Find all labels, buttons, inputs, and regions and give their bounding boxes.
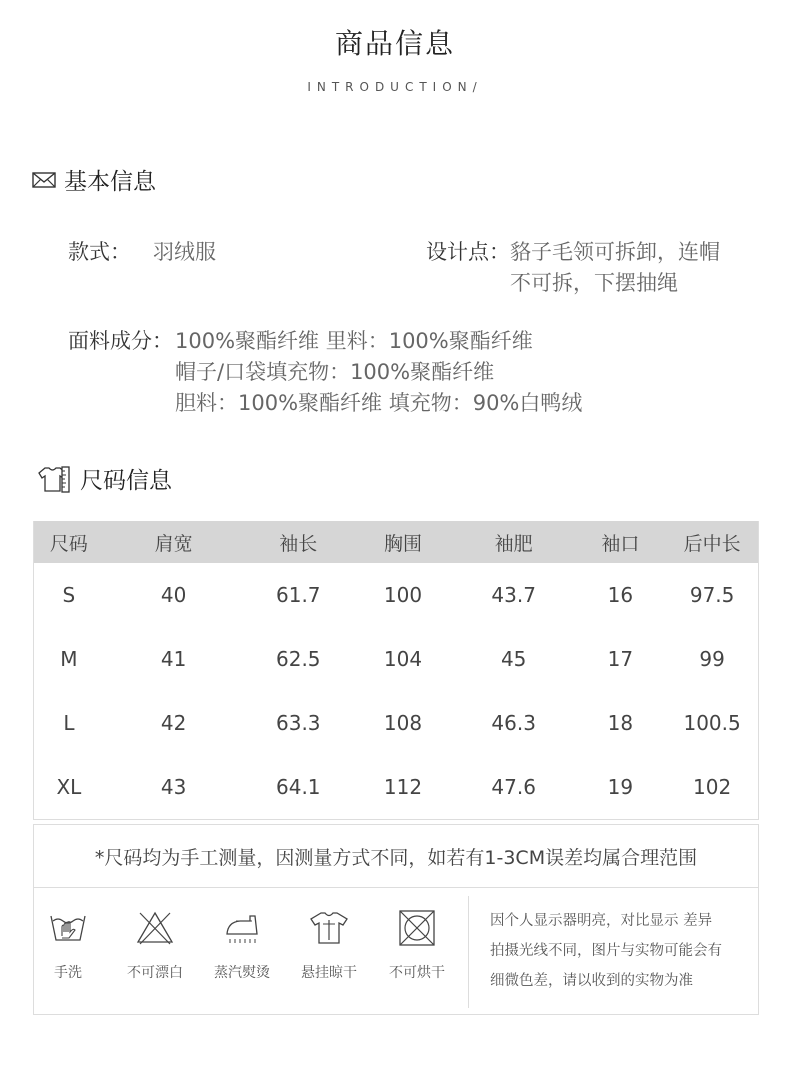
column-header: 袖口	[601, 532, 640, 555]
table-cell: 61.7	[276, 583, 321, 607]
column-header: 后中长	[683, 532, 741, 555]
no-tumble-dry-icon	[397, 910, 437, 946]
table-cell: 42	[160, 711, 187, 735]
table-cell: 100.5	[683, 711, 741, 735]
care-panel	[33, 887, 759, 1015]
color-disclaimer	[490, 906, 752, 996]
table-cell: M	[60, 647, 78, 671]
table-cell: 18	[607, 711, 634, 735]
table-cell: 62.5	[276, 647, 321, 671]
table-cell: 97.5	[689, 583, 735, 607]
table-cell: 108	[383, 711, 423, 735]
care-item-steam-iron	[202, 910, 282, 982]
design-value-line: 貉子毛领可拆卸，连帽	[510, 240, 720, 264]
table-cell: 19	[607, 775, 634, 799]
table-cell: 46.3	[491, 711, 536, 735]
table-cell: 99	[699, 647, 725, 671]
table-cell: 64.1	[276, 775, 321, 799]
table-header	[34, 521, 758, 563]
disclaimer-line: 细微色差，请以收到的实物为准	[490, 973, 693, 989]
hang-dry-icon	[309, 910, 349, 946]
hand-wash-icon	[48, 910, 88, 946]
style-label: 款式：	[68, 240, 131, 264]
care-item-no-bleach	[115, 910, 195, 982]
care-divider	[468, 896, 469, 1008]
page-title: 商品信息	[334, 27, 455, 60]
care-label: 不可烘干	[389, 965, 445, 981]
care-item-hand-wash	[28, 910, 108, 982]
size-info-heading	[38, 462, 172, 495]
style-info	[68, 237, 216, 268]
table-cell: 17	[607, 647, 634, 671]
table-cell: 16	[607, 583, 634, 607]
basic-info-heading	[32, 163, 156, 196]
fabric-info	[68, 326, 582, 419]
table-cell: 102	[693, 775, 732, 799]
column-header: 袖肥	[494, 532, 533, 555]
column-header: 肩宽	[154, 532, 193, 555]
table-cell: 40	[160, 583, 187, 607]
table-cell: 43.7	[491, 583, 536, 607]
table-cell: L	[63, 711, 75, 735]
care-item-hang-dry	[289, 910, 369, 982]
table-cell: 104	[383, 647, 423, 671]
care-icons	[34, 888, 468, 1014]
measurement-note: *尺码均为手工测量，因测量方式不同，如若有1-3CM误差均属合理范围	[33, 824, 759, 888]
no-bleach-icon	[135, 910, 175, 946]
table-cell: S	[62, 583, 76, 607]
care-item-no-tumble-dry	[377, 910, 457, 982]
design-label: 设计点：	[426, 240, 510, 264]
table-row	[34, 755, 758, 819]
design-info	[426, 237, 760, 299]
table-cell: XL	[56, 775, 82, 799]
table-cell: 47.6	[491, 775, 536, 799]
shirt-ruler-icon	[38, 465, 72, 493]
column-header: 胸围	[383, 532, 422, 555]
table-cell: 45	[500, 647, 527, 671]
fabric-line: 胆料：100%聚酯纤维 填充物：90%白鸭绒	[175, 391, 583, 415]
size-table	[33, 521, 759, 820]
basic-info-heading-text: 基本信息	[64, 169, 156, 195]
steam-iron-icon	[222, 910, 262, 946]
fabric-line: 100%聚酯纤维 里料：100%聚酯纤维	[175, 329, 533, 353]
disclaimer-line: 拍摄光线不同，图片与实物可能会有	[490, 943, 722, 959]
page-subtitle: INTRODUCTION/	[307, 80, 483, 94]
table-cell: 112	[383, 775, 423, 799]
care-label: 悬挂晾干	[301, 965, 357, 981]
size-info-heading-text: 尺码信息	[80, 468, 172, 494]
care-label: 不可漂白	[127, 965, 183, 981]
fabric-label: 面料成分：	[68, 329, 173, 353]
disclaimer-line: 因个人显示器明亮，对比显示 差异	[490, 913, 713, 929]
table-cell: 63.3	[276, 711, 321, 735]
fabric-line: 帽子/口袋填充物：100%聚酯纤维	[175, 360, 495, 384]
table-cell: 41	[160, 647, 187, 671]
table-row	[34, 563, 758, 627]
table-row	[34, 627, 758, 691]
care-label: 蒸汽熨烫	[214, 965, 270, 981]
design-value-line: 不可拆，下摆抽绳	[510, 271, 678, 295]
column-header: 袖长	[279, 532, 318, 555]
column-header: 尺码	[49, 532, 88, 555]
table-cell: 100	[383, 583, 423, 607]
table-row	[34, 691, 758, 755]
care-label: 手洗	[54, 965, 82, 981]
style-value: 羽绒服	[153, 240, 216, 264]
envelope-icon	[32, 171, 56, 189]
table-cell: 43	[160, 775, 187, 799]
